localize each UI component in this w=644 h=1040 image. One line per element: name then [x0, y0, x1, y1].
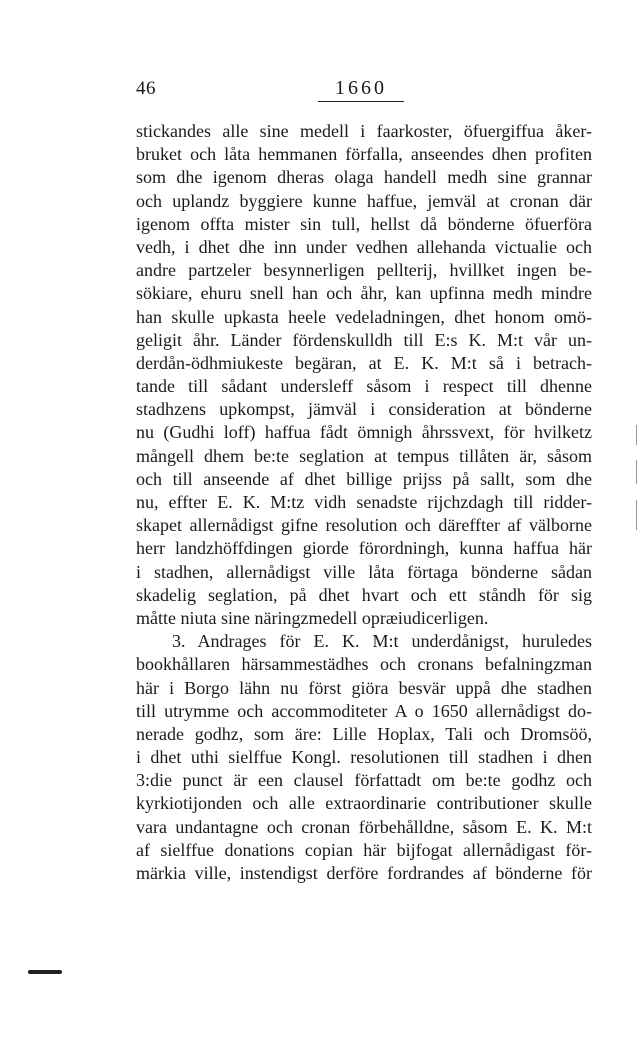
margin-mark	[636, 460, 637, 484]
text-line: måtte niuta sine näringzmedell opræiudicerligen.	[136, 607, 489, 628]
text-line: vedh, i dhet dhe inn under vedhen allehanda victualie och	[136, 236, 592, 257]
text-line: skadelig seglation, på dhet hvart och ett ståndh för sig	[136, 584, 592, 605]
text-line: andre partzeler besynnerligen pellterij, hvillket ingen be-	[136, 260, 592, 281]
text-line: nu, effter E. K. M:tz vidh senadste rijchzdagh till ridder-	[136, 492, 592, 512]
text-line: bruket och låta hemmanen förfalla, anseendes dhen profiten	[136, 144, 592, 165]
text-line: bookhållaren härsammestädhes och cronans befalningzman	[136, 654, 592, 675]
text-line: stickandes alle sine medell i faarkoster, öfuergiffua åker-	[136, 121, 592, 141]
text-line: vara undantagne och cronan förbehålldne, såsom E. K. M:t	[136, 816, 592, 837]
text-line: herr landzhöffdingen giorde förordningh, kunna haffua här	[136, 538, 592, 559]
text-line: kyrkiotijonden och alle extraordinarie contributioner skulle	[136, 793, 592, 814]
text-line: nu (Gudhi loff) haffua fådt ömnigh åhrssvext, för hvilketz	[136, 422, 592, 443]
text-line: igenom offta mister sin tull, hellst då bönderne öfuerföra	[136, 213, 592, 234]
body-text	[136, 120, 592, 885]
text-line: märkia ville, instendigst derföre fordrandes af bönderne för	[136, 863, 592, 883]
text-line: i stadhen, allernådigst ville låta förtaga bönderne sådan	[136, 561, 592, 582]
text-line: derdån-ödhmiukeste begäran, at E. K. M:t så i betrach-	[136, 352, 592, 373]
margin-mark	[636, 425, 637, 445]
text-line: skapet allernådigst gifne resolution och däreffter af välborne	[136, 515, 592, 536]
text-line: mångell dhem be:te seglation at tempus tillåten är, såsom	[136, 445, 592, 466]
scan-mark	[28, 970, 62, 974]
running-head-year: 1660	[318, 77, 404, 102]
text-line: af sielffue donations copian här bijfogat allernådigast för-	[136, 839, 592, 860]
text-line: i dhet uthi sielffue Kongl. resolutionen till stadhen i dhen	[136, 747, 592, 768]
text-line: stadhzens upkompst, jämväl i consideration at bönderne	[136, 399, 592, 420]
text-line: till utrymme och accommoditeter A o 1650 allernådigst do-	[136, 700, 592, 721]
page-number: 46	[136, 78, 156, 99]
text-line: nerade godhz, som äre: Lille Hoplax, Tali och Dromsöö,	[136, 723, 592, 744]
text-line: 3:die punct är een clausel författadt om be:te godhz och	[136, 770, 592, 791]
text-line: som dhe igenom dheras olaga handell medh sine grannar	[136, 167, 592, 188]
text-line: geligit åhr. Länder fördenskulldh till E:s K. M:t vår un-	[136, 329, 592, 350]
text-line: han skulle upkasta heele vedeladningen, dhet honom omö-	[136, 306, 592, 327]
text-line: sökiare, ehuru snell han och åhr, kan upfinna medh mindre	[136, 283, 592, 304]
text-line: 3. Andrages för E. K. M:t underdånigst, huruledes	[172, 631, 592, 652]
text-line: tande till sådant undersleff såsom i respect till dhenne	[136, 376, 592, 397]
text-line: och uplandz byggiere kunne haffue, jemväl at cronan där	[136, 190, 592, 211]
text-line: och till anseende af dhet billige prijss på sallt, som dhe	[136, 468, 592, 489]
text-line: här i Borgo lähn nu först giöra besvär uppå dhe stadhen	[136, 677, 592, 698]
margin-mark	[636, 500, 637, 530]
